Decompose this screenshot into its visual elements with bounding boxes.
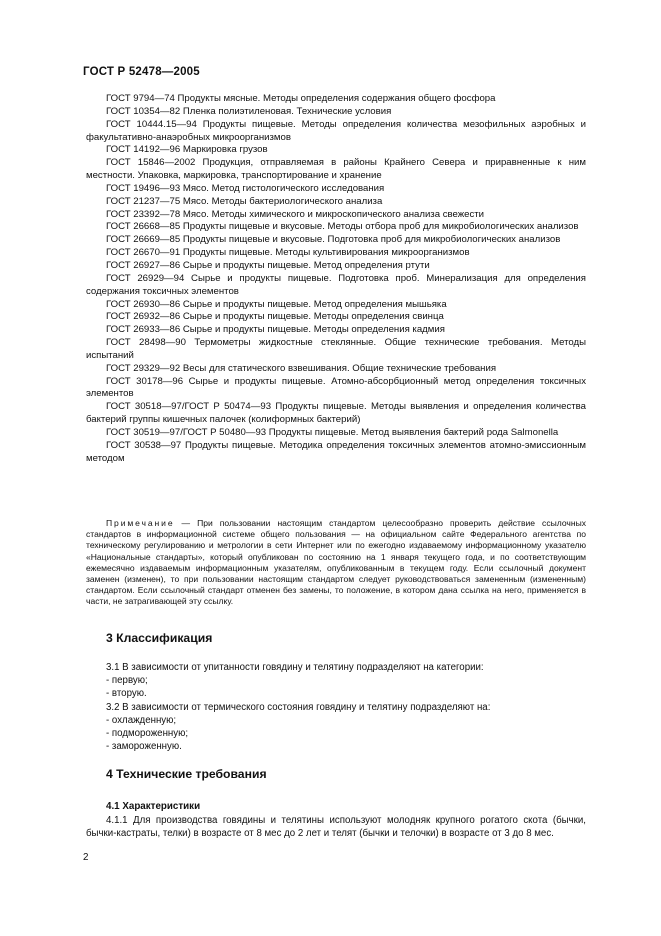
reference-item: ГОСТ 19496—93 Мясо. Метод гистологического исследования	[106, 182, 385, 194]
reference-item: ГОСТ 26670—91 Продукты пищевые. Методы культивирования микроорганизмов	[106, 247, 470, 259]
clause-3-2: 3.2 В зависимости от термического состояния говядину и телятину подразделяют на:	[106, 701, 491, 713]
list-item: - замороженную.	[106, 741, 182, 753]
reference-item: ГОСТ 15846—2002 Продукция, отправляемая в районы Крайнего Севера и приравненные к ним местности. Упаковка, маркировка, транспортирование и хранение	[86, 157, 586, 182]
reference-item: ГОСТ 26930—86 Сырье и продукты пищевые. Метод определения мышьяка	[106, 298, 447, 310]
reference-item: ГОСТ 26668—85 Продукты пищевые и вкусовые. Методы отбора проб для микробиологических анализов	[106, 221, 579, 233]
clause-3-1: 3.1 В зависимости от упитанности говядину и телятину подразделяют на категории:	[106, 662, 484, 673]
document-header: ГОСТ Р 52478—2005	[83, 66, 200, 78]
list-item: - вторую.	[106, 688, 147, 700]
list-item: - первую;	[106, 675, 148, 687]
subsection-4-1-title: 4.1 Характеристики	[106, 801, 201, 812]
reference-item: ГОСТ 26933—86 Сырье и продукты пищевые. Методы определения кадмия	[106, 324, 445, 336]
reference-item: ГОСТ 26929—94 Сырье и продукты пищевые. Подготовка проб. Минерализация для определения содержания токсичных элементов	[86, 272, 586, 297]
clause-4-1-1: 4.1.1 Для производства говядины и телятины используют молодняк крупного рогатого скота (бычки, бычки-кастраты, телки) в возрасте от 8 мес до 2 лет и телят (бычки и телочки) в возрасте от 3 до 8 мес.	[86, 815, 586, 839]
reference-item: ГОСТ 21237—75 Мясо. Методы бактериологического анализа	[106, 195, 383, 207]
reference-item: ГОСТ 30518—97/ГОСТ Р 50474—93 Продукты пищевые. Методы выявления и определения количества бактерий группы кишечных палочек (колиформных бактерий)	[86, 401, 586, 426]
reference-item: ГОСТ 10444.15—94 Продукты пищевые. Методы определения количества мезофильных аэробных и факультативно-анаэробных микроорганизмов	[86, 118, 586, 143]
reference-item: ГОСТ 28498—90 Термометры жидкостные стеклянные. Общие технические требования. Методы испытаний	[86, 337, 586, 361]
reference-item: ГОСТ 14192—96 Маркировка грузов	[106, 144, 268, 156]
note-label: Примечание	[106, 518, 175, 528]
page-number: 2	[83, 852, 89, 863]
list-item: - охлажденную;	[106, 714, 177, 726]
reference-item: ГОСТ 29329—92 Весы для статического взвешивания. Общие технические требования	[106, 362, 497, 374]
section-4-title: 4 Технические требования	[106, 767, 267, 781]
section-3-title: 3 Классификация	[106, 631, 213, 645]
reference-item: ГОСТ 26932—86 Сырье и продукты пищевые. Методы определения свинца	[106, 311, 444, 323]
reference-item: ГОСТ 10354—82 Пленка полиэтиленовая. Технические условия	[106, 105, 392, 117]
reference-item: ГОСТ 30178—96 Сырье и продукты пищевые. Атомно-абсорбционный метод определения токсичных элементов	[86, 375, 586, 400]
reference-item: ГОСТ 26927—86 Сырье и продукты пищевые. Метод определения ртути	[106, 259, 430, 271]
list-item: - подмороженную;	[106, 728, 189, 740]
reference-item: ГОСТ 9794—74 Продукты мясные. Методы определения содержания общего фосфора	[106, 93, 496, 104]
normative-references-list	[86, 93, 586, 465]
reference-item: ГОСТ 30538—97 Продукты пищевые. Методика определения токсичных элементов атомно-эмиссионным методом	[86, 439, 586, 464]
section-3-body	[106, 661, 586, 753]
reference-item: ГОСТ 23392—78 Мясо. Методы химического и микроскопического анализа свежести	[106, 208, 485, 220]
note-text: — При пользовании настоящим стандартом целесообразно проверить действие ссылочных стандартов в информационной системе общего пользования — на официальном сайте Федерального агентства по техническому регулированию и метрологии в сети Интернет или по ежегодно издаваемому информационному указателю «Национальные стандарты», который опубликован по состоянию на 1 января текущего года, и по соответствующим ежемесячно издаваемым информационным указателям, опубликованным в текущем году. Если ссылочный документ заменен (изменен), то при пользовании настоящим стандартом следует руководствоваться замененным (измененным) стандартом. Если ссылочный стандарт отменен без замены, то положение, в котором дана ссылка на него, применяется в части, не затрагивающей эту ссылку.	[86, 518, 586, 607]
reference-item: ГОСТ 30519—97/ГОСТ Р 50480—93 Продукты пищевые. Метод выявления бактерий рода Salmonella	[106, 426, 559, 438]
note-paragraph	[86, 518, 586, 608]
reference-item: ГОСТ 26669—85 Продукты пищевые и вкусовые. Подготовка проб для микробиологических анализов	[106, 234, 561, 246]
